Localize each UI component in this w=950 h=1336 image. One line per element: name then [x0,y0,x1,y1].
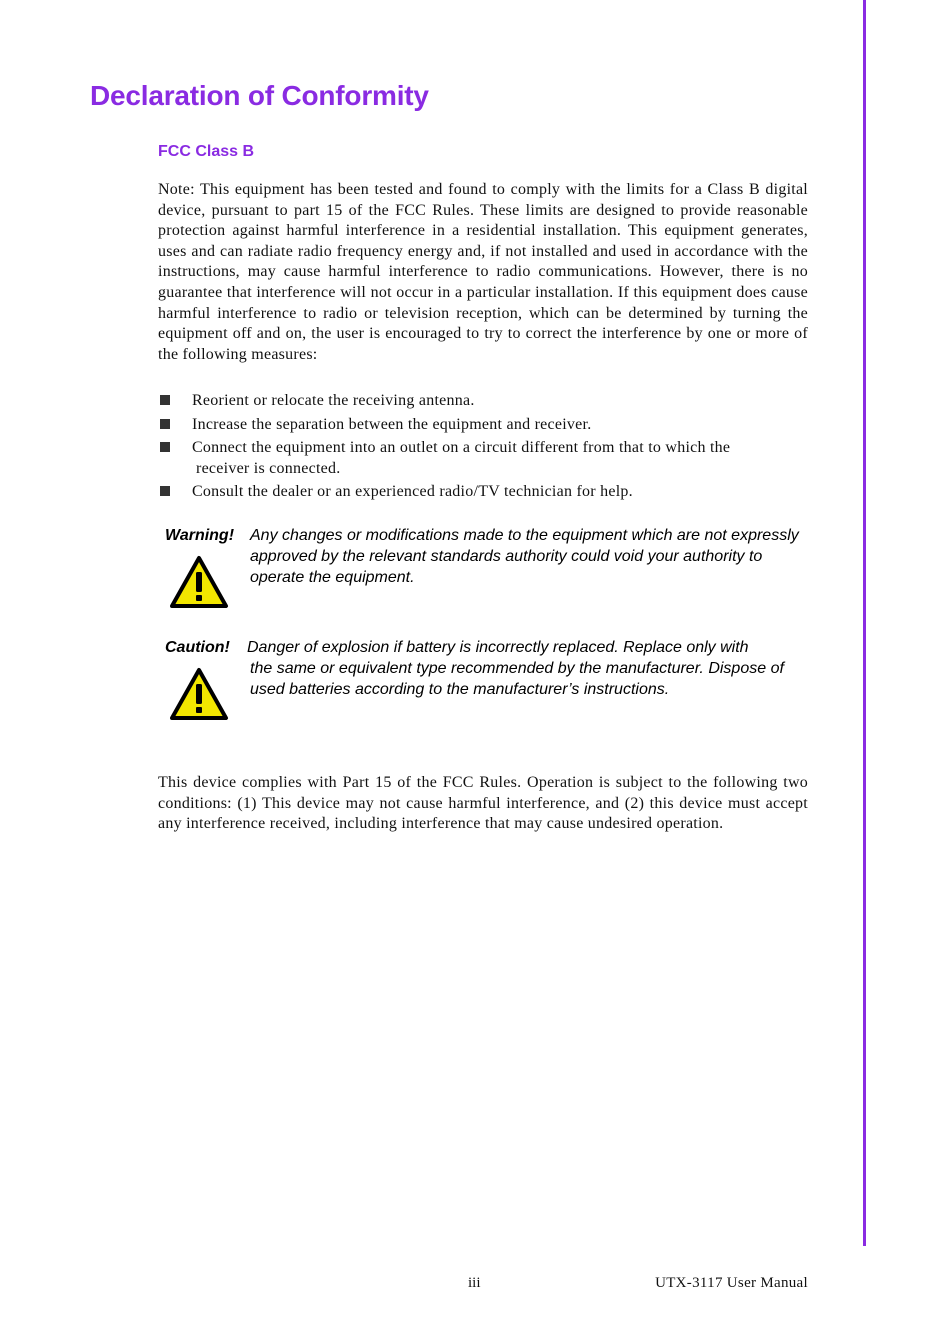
page-side-rule [863,0,866,1246]
list-item [158,391,808,412]
warning-triangle-icon [169,555,229,609]
square-bullet-icon [160,419,170,429]
caution-notice [165,637,805,727]
warning-notice [165,525,805,615]
page-title: Declaration of Conformity [90,80,429,111]
fcc-note-paragraph: Note: This equipment has been tested and found to comply with the limits for a Class B digital device, pursuant to part 15 of the FCC Rules. These limits are designed to provide reasonable protection against harmful interference in a residential installation. This equipment generates, uses and can radiate radio frequency energy and, if not installed and used in accordance with the instructions, may cause harmful interference to radio communications. However, there is no guarantee that interference will not occur in a particular installation. If this equipment does cause harmful interference to radio or television reception, which can be determined by turning the equipment off and on, the user is encouraged to try to correct the interference by one or more of the following measures: [158,181,808,363]
caution-text-first-line: Danger of explosion if battery is incorrectly replaced. Replace only with [247,639,749,656]
list-item [158,438,808,479]
square-bullet-icon [160,442,170,452]
list-item-text: Connect the equipment into an outlet on a circuit different from that to which the [192,439,731,457]
list-item-continuation: receiver is connected. [196,459,341,477]
caution-label: Caution! [165,639,230,656]
caution-text-rest: the same or equivalent type recommended by the manufacturer. Dispose of used batteries according to the manufacturer’s instructions. [250,660,784,698]
warning-label: Warning! [165,527,235,544]
compliance-paragraph: This device complies with Part 15 of the FCC Rules. Operation is subject to the following two conditions: (1) This device may not cause harmful interference, and (2) this device must accept any interference received, including interference that may cause undesired operation. [158,774,808,833]
measures-list [158,391,808,506]
page-number: iii [468,1275,481,1291]
square-bullet-icon [160,395,170,405]
manual-title: UTX-3117 User Manual [655,1275,808,1291]
list-item-text: Consult the dealer or an experienced radio/TV technician for help. [192,483,633,501]
list-item [158,415,808,436]
square-bullet-icon [160,486,170,496]
section-title: FCC Class B [158,143,255,160]
list-item-text: Reorient or relocate the receiving antenna. [192,392,475,409]
list-item [158,482,808,503]
caution-text [247,637,807,700]
list-item-text: Increase the separation between the equipment and receiver. [192,415,592,433]
warning-triangle-icon [169,667,229,721]
warning-text: Any changes or modifications made to the equipment which are not expressly approved by the relevant standards authority could void your authority to operate the equipment. [250,527,799,586]
